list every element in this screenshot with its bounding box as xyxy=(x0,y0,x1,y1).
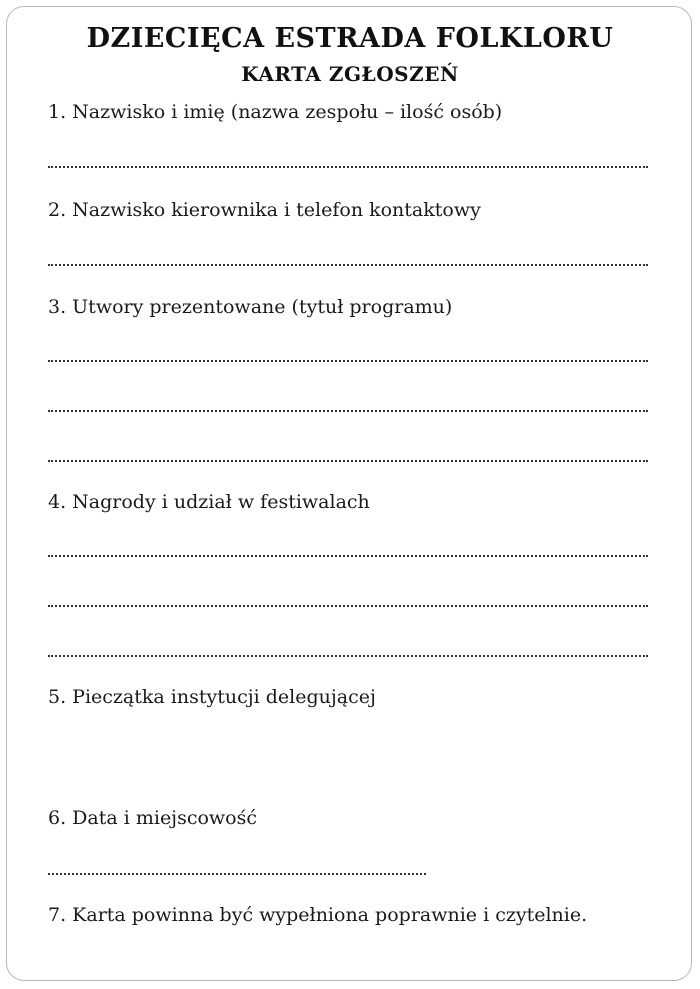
form-item-2-label: 2. Nazwisko kierownika i telefon kontaktowy xyxy=(48,199,481,221)
fill-line-repertoire-3[interactable] xyxy=(48,456,648,462)
fill-line-awards-2[interactable] xyxy=(48,601,648,607)
form-item-7-note: 7. Karta powinna być wypełniona poprawnie i czytelnie. xyxy=(48,904,588,926)
page-title: DZIECIĘCA ESTRADA FOLKLORU xyxy=(86,23,614,54)
form-item-3-label: 3. Utwory prezentowane (tytuł programu) xyxy=(48,296,453,318)
form-item-6-label: 6. Data i miejscowość xyxy=(48,807,257,829)
form-item-4-label: 4. Nagrody i udział w festiwalach xyxy=(48,491,370,513)
fill-line-awards-3[interactable] xyxy=(48,651,648,657)
page-subtitle: KARTA ZGŁOSZEŃ xyxy=(241,62,459,86)
fill-line-awards-1[interactable] xyxy=(48,551,648,557)
form-item-5-label: 5. Pieczątka instytucji delegującej xyxy=(48,686,376,708)
fill-line-repertoire-1[interactable] xyxy=(48,356,648,362)
fill-line-leader-phone[interactable] xyxy=(48,260,648,266)
fill-line-date-place[interactable] xyxy=(48,869,426,875)
form-item-1-label: 1. Nazwisko i imię (nazwa zespołu – ilość osób) xyxy=(48,101,503,123)
fill-line-name[interactable] xyxy=(48,162,648,168)
fill-line-repertoire-2[interactable] xyxy=(48,406,648,412)
